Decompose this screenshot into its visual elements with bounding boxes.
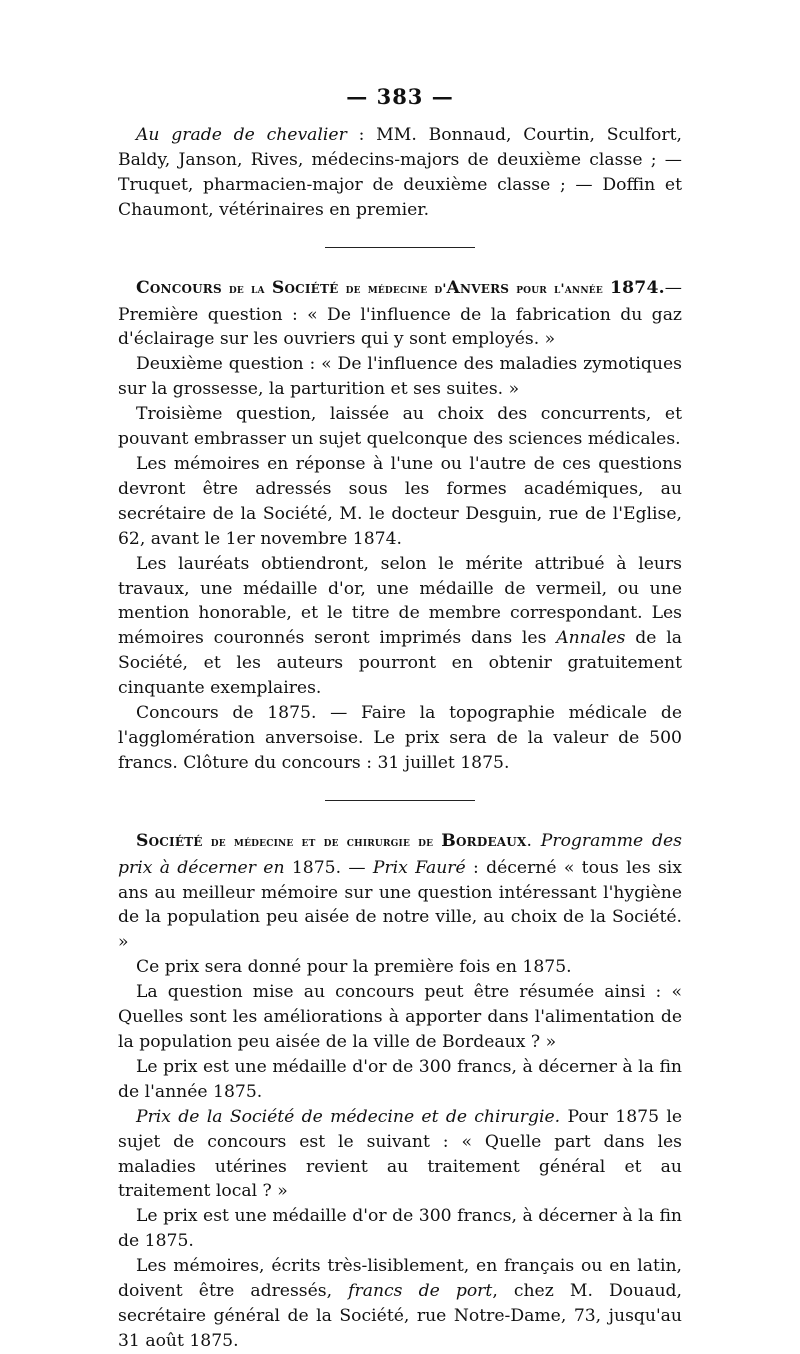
anvers-heading-anvers: Anvers <box>446 277 510 298</box>
prix-faure-label: Prix Fauré <box>372 857 466 878</box>
anvers-rewards-text-b: de la Société, et les auteurs pourront en obtenir gratuitement cinquante exemplaires. <box>118 628 682 699</box>
bordeaux-societe-prize <box>118 1105 682 1205</box>
anvers-first-question: — Première question : « De l'influence de la fabrication du gaz d'éclairage sur les ouvriers qui y sont employés. » <box>118 277 682 350</box>
prix-faure-text: : décerné « tous les six ans au meilleur mémoire sur une question intéressant l'hygiène de la population peu aisée de notre ville, au choix de la Société. » <box>118 857 682 953</box>
bordeaux-heading-de-medecine: de médecine et de chirurgie de <box>202 834 442 850</box>
chevalier-label: Au grade de chevalier <box>136 125 347 145</box>
anvers-heading-de-medecine: de médecine d' <box>338 281 447 297</box>
anvers-1875-paragraph: Concours de 1875. — Faire la topographie médicale de l'agglomération anversoise. Le prix sera de la valeur de 500 francs. Clôture du concours : 31 juillet 1875. <box>118 703 682 773</box>
annales-title: Annales <box>556 628 626 649</box>
bordeaux-heading-dot: . <box>526 830 541 851</box>
anvers-heading-paragraph <box>118 276 682 353</box>
francs-de-port: francs de port <box>348 1281 493 1302</box>
chevalier-text: : MM. Bonnaud, Courtin, Sculfort, Baldy, Janson, Rives, médecins-majors de deuxième classe ; — Truquet, pharmacien-major de deuxième classe ; — Doffin et Chaumont, vétérinaires en premier. <box>118 125 682 220</box>
section-divider <box>325 800 475 801</box>
anvers-rewards-text-a: Les lauréats obtiendront, selon le mérite attribué à leurs travaux, une médaille d'or, une médaille de vermeil, ou une mention honorable, et le titre de membre correspondant. Les mémoires couronnés seront imprimés dans les <box>118 553 682 649</box>
bordeaux-heading-bordeaux: Bordeaux <box>441 830 527 851</box>
anvers-heading-concours: Concours <box>136 277 222 298</box>
bordeaux-submission-b: , chez M. Douaud, secrétaire général de la Société, rue Notre-Dame, 73, jusqu'au 31 août 1875. <box>118 1281 682 1351</box>
anvers-third-question: Troisième question, laissée au choix des concurrents, et pouvant embrasser un sujet quelconque des sciences médicales. <box>118 404 682 450</box>
bordeaux-submission <box>118 1254 682 1354</box>
anvers-submission-paragraph: Les mémoires en réponse à l'une ou l'autre de ces questions devront être adressés sous les formes académiques, au secrétaire de la Société, M. le docteur Desguin, rue de l'Eglise, 62, avant le 1er novembre 1874. <box>118 453 682 549</box>
section-divider <box>325 247 475 248</box>
bordeaux-prize-1: Le prix est une médaille d'or de 300 francs, à décerner à la fin de l'année 1875. <box>118 1056 682 1102</box>
bordeaux-year: 1875. — <box>284 857 373 878</box>
bordeaux-submission-a: Les mémoires, écrits très-lisiblement, en français ou en latin, doivent être adressés, <box>118 1256 682 1302</box>
bordeaux-first-award: Ce prix sera donné pour la première fois en 1875. <box>136 957 572 978</box>
bordeaux-heading-paragraph <box>118 829 682 956</box>
chevalier-paragraph <box>118 123 682 223</box>
anvers-heading-pour-annee: pour l'année <box>509 281 610 297</box>
bordeaux-heading-societe: Société <box>136 830 203 851</box>
prix-societe-label: Prix de la Société de médecine et de chirurgie. <box>136 1106 561 1127</box>
anvers-rewards-paragraph <box>118 552 682 701</box>
bordeaux-question: La question mise au concours peut être résumée ainsi : « Quelles sont les améliorations à apporter dans l'alimentation de la population peu aisée de la ville de Bordeaux ? » <box>118 982 682 1052</box>
anvers-second-question: Deuxième question : « De l'influence des maladies zymotiques sur la grossesse, la parturition et ses suites. » <box>118 354 682 400</box>
bordeaux-prize-2: Le prix est une médaille d'or de 300 francs, à décerner à la fin de 1875. <box>118 1206 682 1252</box>
anvers-heading-year: 1874. <box>609 277 665 298</box>
page-number: — 383 — <box>346 84 454 109</box>
bordeaux-programme: Programme des prix à décerner en <box>118 830 682 878</box>
anvers-heading-de-la: de la <box>221 281 272 297</box>
anvers-heading-societe: Société <box>271 277 339 298</box>
prix-societe-text: Pour 1875 le sujet de concours est le suivant : « Quelle part dans les maladies utérines revient au traitement général et au traitement local ? » <box>118 1106 682 1202</box>
